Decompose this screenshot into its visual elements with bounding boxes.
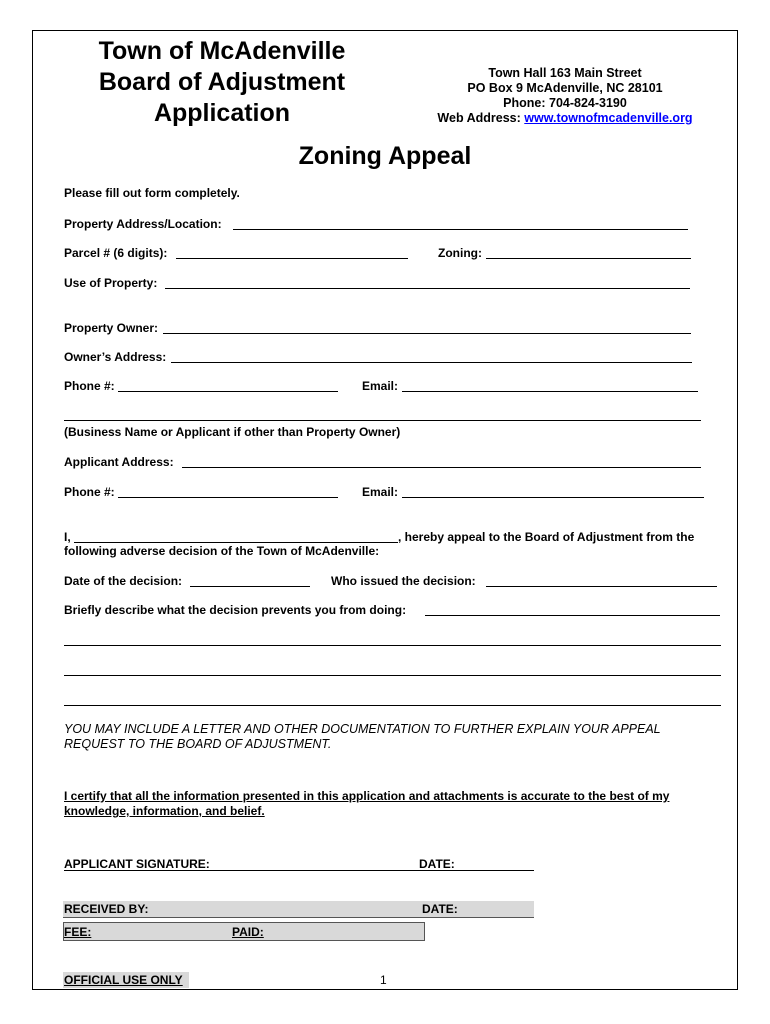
applicant-signature-label: APPLICANT SIGNATURE: [64,857,210,871]
applicant-email-field[interactable] [402,497,704,498]
title-line-2: Board of Adjustment [98,68,346,96]
official-use-label: OFFICIAL USE ONLY [64,973,183,987]
web-label: Web Address: [437,111,521,125]
business-name-field[interactable] [64,420,701,421]
applicant-phone-label: Phone #: [64,485,115,499]
owner-address-label: Owner’s Address: [64,350,167,364]
web-address-line [420,111,710,126]
appeal-i-label: I, [64,530,71,544]
owner-phone-field[interactable] [118,391,338,392]
applicant-email-label: Email: [362,485,399,499]
applicant-signature-field[interactable] [64,870,534,871]
applicant-address-field[interactable] [182,467,701,468]
decision-date-label: Date of the decision: [64,574,183,588]
describe-field-line-2[interactable] [64,645,721,646]
fee-label: FEE: [64,925,92,939]
use-of-property-label: Use of Property: [64,276,158,290]
contact-block [420,66,710,126]
web-link[interactable]: www.townofmcadenville.org [524,111,693,125]
appeal-text-2: following adverse decision of the Town of McAdenville: [64,544,380,558]
document-title [62,36,382,129]
who-issued-field[interactable] [486,586,717,587]
owner-email-field[interactable] [402,391,698,392]
title-line-1: Town of McAdenville [98,37,346,65]
owner-address-field[interactable] [171,362,692,363]
property-address-field[interactable] [233,229,688,230]
documentation-notice: YOU MAY INCLUDE A LETTER AND OTHER DOCUMENTATION TO FURTHER EXPLAIN YOUR APPEAL REQUEST TO THE BOARD OF ADJUSTMENT. [64,722,661,751]
describe-field-line-3[interactable] [64,675,721,676]
describe-field-line-4[interactable] [64,705,721,706]
parcel-label: Parcel # (6 digits): [64,246,168,260]
appellant-name-field[interactable] [74,542,398,543]
address-line-1: Town Hall 163 Main Street [488,66,642,80]
page-number: 1 [380,973,387,987]
zoning-label: Zoning: [438,246,482,260]
received-by-label: RECEIVED BY: [64,902,149,916]
signature-date-label: DATE: [419,857,455,871]
instruction-text: Please fill out form completely. [64,186,240,200]
property-address-label: Property Address/Location: [64,217,222,231]
applicant-phone-field[interactable] [118,497,338,498]
phone-line: Phone: 704-824-3190 [503,96,627,110]
applicant-address-label: Applicant Address: [64,455,174,469]
describe-field-line-1[interactable] [425,615,720,616]
zoning-field[interactable] [486,258,691,259]
business-name-note: (Business Name or Applicant if other than Property Owner) [64,425,401,439]
address-line-2: PO Box 9 McAdenville, NC 28101 [467,81,663,95]
describe-label: Briefly describe what the decision prevents you from doing: [64,603,407,617]
received-date-label: DATE: [422,902,458,916]
title-line-3: Application [153,99,291,127]
page-border [32,30,738,990]
form-heading: Zoning Appeal [298,142,472,170]
owner-email-label: Email: [362,379,399,393]
parcel-field[interactable] [176,258,408,259]
decision-date-field[interactable] [190,586,310,587]
property-owner-field[interactable] [163,333,691,334]
who-issued-label: Who issued the decision: [331,574,476,588]
appeal-text-1: , hereby appeal to the Board of Adjustment from the [398,530,695,544]
paid-label: PAID: [232,925,264,939]
use-of-property-field[interactable] [165,288,690,289]
certification-statement: I certify that all the information presented in this application and attachments is accurate to the best of my knowledge, information, and belief. [64,789,670,818]
owner-phone-label: Phone #: [64,379,115,393]
property-owner-label: Property Owner: [64,321,159,335]
